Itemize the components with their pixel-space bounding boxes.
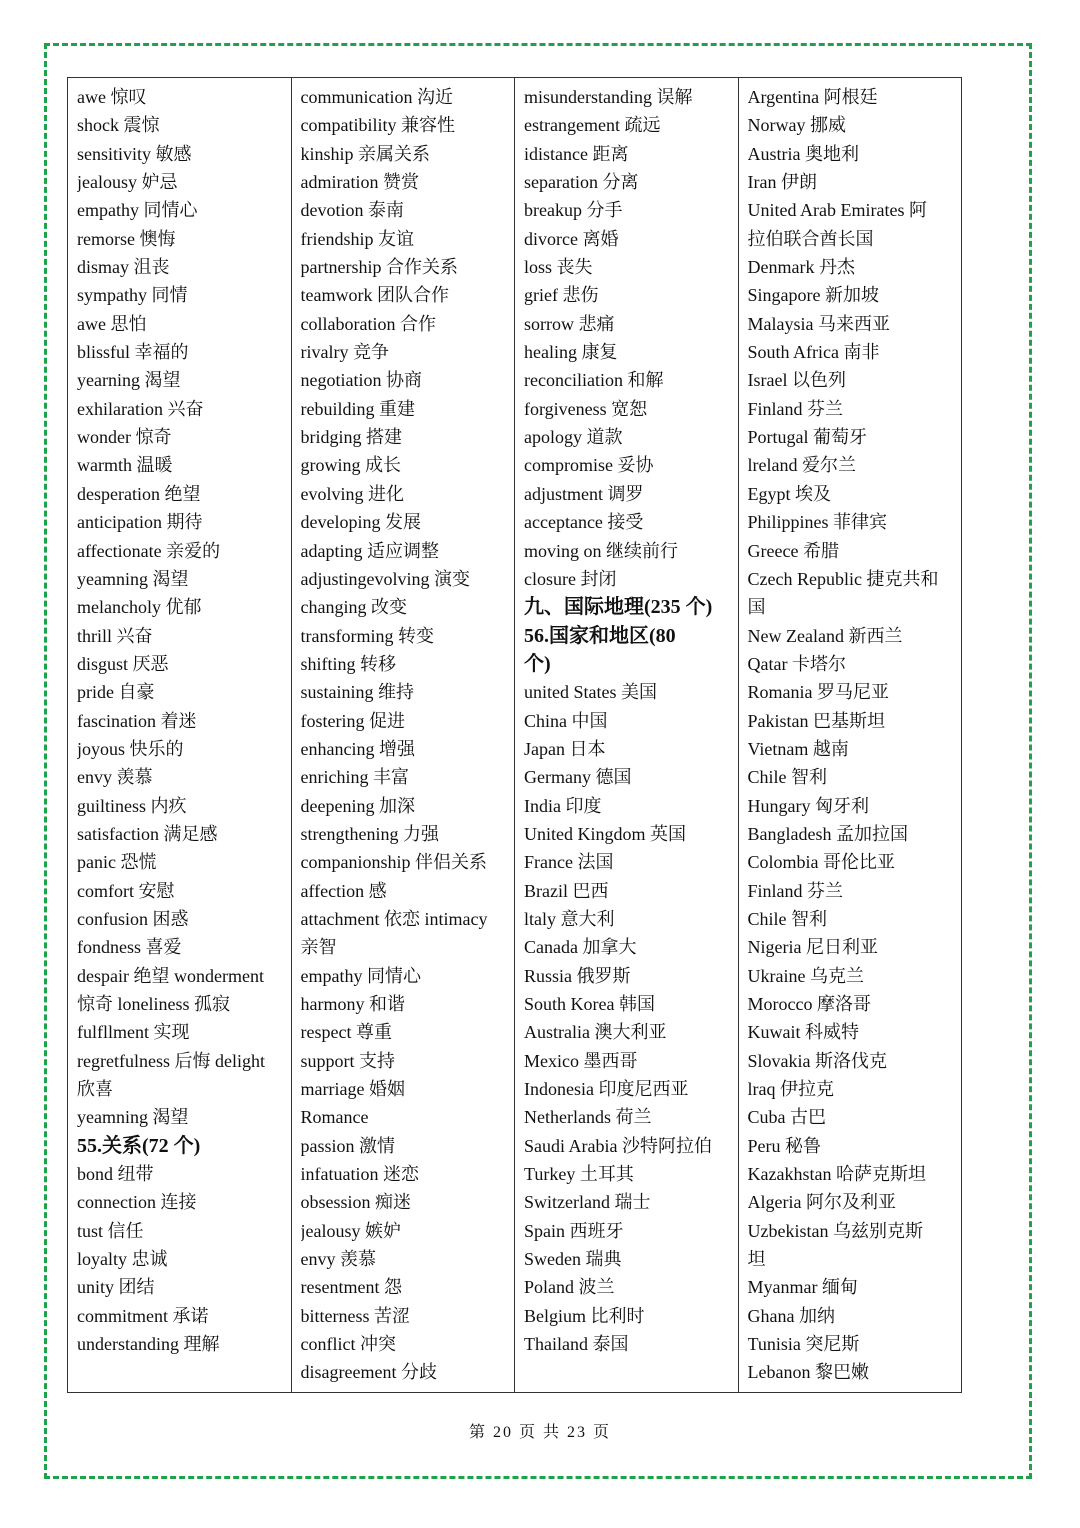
- vocab-entry: Canada 加拿大: [524, 937, 637, 958]
- vocab-entry: Finland 芬兰: [747, 880, 844, 901]
- vocab-entry: enriching 丰富: [300, 767, 409, 788]
- vocab-entry: Sweden 瑞典: [524, 1249, 622, 1270]
- vocab-entry: comfort 安慰: [77, 880, 175, 901]
- vocab-entry: Germany 德国: [524, 767, 632, 788]
- vocab-entry: United Arab Emirates 阿: [747, 200, 927, 221]
- vocab-entry: desperation 绝望: [77, 483, 201, 504]
- vocab-entry: Portugal 葡萄牙: [747, 427, 867, 448]
- vocab-entry: unity 团结: [77, 1277, 155, 1298]
- vocab-entry: understanding 理解: [77, 1334, 220, 1355]
- vocab-entry: Thailand 泰国: [524, 1334, 629, 1355]
- vocab-entry: sympathy 同情: [77, 285, 188, 306]
- vocab-entry: divorce 离婚: [524, 228, 619, 249]
- vocab-entry: Iran 伊朗: [747, 172, 817, 193]
- vocab-entry: Singapore 新加坡: [747, 285, 879, 306]
- column-3: [515, 78, 739, 1392]
- vocab-entry: sensitivity 敏感: [77, 143, 192, 164]
- vocab-entry: kinship 亲属关系: [300, 143, 431, 164]
- vocab-entry: Morocco 摩洛哥: [747, 994, 871, 1014]
- vocab-entry: infatuation 迷恋: [300, 1164, 419, 1185]
- vocab-entry: yearning 渴望: [77, 370, 181, 391]
- vocab-entry: Japan 日本: [524, 738, 606, 759]
- vocab-entry: Netherlands 荷兰: [524, 1107, 652, 1128]
- vocab-entry: 坦: [747, 1249, 766, 1270]
- column-4: [739, 78, 962, 1392]
- vocab-entry: Finland 芬兰: [747, 398, 844, 419]
- vocab-entry: moving on 继续前行: [524, 540, 679, 561]
- vocab-entry: despair 绝望 wonderment: [77, 965, 264, 986]
- vocab-entry: attachment 依恋 intimacy: [300, 908, 488, 929]
- vocab-entry: satisfaction 满足感: [77, 823, 218, 844]
- vocab-entry: awe 惊叹: [77, 87, 147, 107]
- section-heading: 个): [524, 652, 551, 675]
- vocab-entry: reconciliation 和解: [524, 370, 664, 391]
- vocab-entry: confusion 困惑: [77, 908, 189, 929]
- vocab-entry: grief 悲伤: [524, 285, 599, 306]
- vocab-entry: Uzbekistan 乌兹别克斯: [747, 1220, 923, 1241]
- vocab-entry: New Zealand 新西兰: [747, 625, 903, 646]
- vocab-entry: developing 发展: [300, 512, 421, 533]
- vocab-entry: ltaly 意大利: [524, 908, 615, 929]
- vocab-entry: Hungary 匈牙利: [747, 795, 869, 816]
- vocab-entry: France 法国: [524, 852, 614, 873]
- vocab-entry: Lebanon 黎巴嫩: [747, 1362, 869, 1383]
- vocab-entry: Australia 澳大利亚: [524, 1022, 667, 1043]
- vocab-entry: marriage 婚姻: [300, 1079, 405, 1100]
- vocab-entry: fondness 喜爱: [77, 937, 182, 958]
- vocab-entry: Turkey 土耳其: [524, 1164, 634, 1185]
- vocab-entry: companionship 伴侣关系: [300, 852, 487, 873]
- vocab-entry: Spain 西班牙: [524, 1220, 624, 1241]
- vocab-entry: Algeria 阿尔及利亚: [747, 1192, 896, 1213]
- vocab-entry: Denmark 丹杰: [747, 257, 855, 278]
- vocab-entry: loyalty 忠诚: [77, 1249, 168, 1270]
- vocab-entry: communication 沟近: [300, 87, 453, 107]
- vocab-entry: Kazakhstan 哈萨克斯坦: [747, 1164, 926, 1185]
- vocab-entry: acceptance 接受: [524, 512, 644, 533]
- vocab-entry: tust 信任: [77, 1220, 144, 1241]
- vocab-entry: bond 纽带: [77, 1164, 154, 1185]
- vocab-entry: lraq 伊拉克: [747, 1079, 834, 1100]
- section-heading: 56.国家和地区(80: [524, 624, 676, 647]
- vocab-entry: connection 连接: [77, 1192, 197, 1213]
- vocab-entry: resentment 怨: [300, 1277, 402, 1298]
- page-number: 第 20 页 共 23 页: [468, 1424, 611, 1441]
- vocab-entry: yeamning 渴望: [77, 1107, 189, 1128]
- vocab-entry: sorrow 悲痛: [524, 313, 615, 334]
- vocab-entry: warmth 温暖: [77, 455, 173, 476]
- vocab-entry: Colombia 哥伦比亚: [747, 852, 895, 873]
- vocab-entry: bitterness 苦涩: [300, 1305, 410, 1326]
- vocab-entry: panic 恐慌: [77, 852, 157, 873]
- vocab-entry: Russia 俄罗斯: [524, 965, 631, 986]
- vocab-entry: conflict 冲突: [300, 1334, 396, 1355]
- vocab-entry: Switzerland 瑞士: [524, 1192, 651, 1213]
- vocab-entry: breakup 分手: [524, 200, 623, 221]
- vocab-entry: Pakistan 巴基斯坦: [747, 710, 885, 731]
- vocab-entry: jealousy 妒忌: [77, 172, 178, 193]
- vocab-entry: forgiveness 宽恕: [524, 398, 648, 419]
- vocab-entry: Nigeria 尼日利亚: [747, 937, 878, 958]
- vocab-entry: disgust 厌恶: [77, 653, 169, 674]
- vocab-entry: guiltiness 内疚: [77, 795, 187, 816]
- vocab-entry: support 支持: [300, 1050, 395, 1071]
- vocab-entry: respect 尊重: [300, 1022, 392, 1043]
- vocab-entry: blissful 幸福的: [77, 342, 189, 363]
- vocab-entry: compatibility 兼容性: [300, 115, 455, 136]
- vocab-entry: Ghana 加纳: [747, 1305, 835, 1326]
- vocab-entry: adapting 适应调整: [300, 540, 439, 561]
- vocab-entry: idistance 距离: [524, 143, 629, 164]
- vocab-entry: Belgium 比利时: [524, 1305, 645, 1326]
- column-1: [68, 78, 292, 1392]
- vocab-entry: Peru 秘鲁: [747, 1135, 821, 1156]
- vocab-entry: pride 自豪: [77, 682, 155, 703]
- vocab-entry: passion 激情: [300, 1135, 395, 1156]
- vocab-entry: Poland 波兰: [524, 1277, 615, 1298]
- vocab-entry: partnership 合作关系: [300, 257, 458, 278]
- vocab-entry: growing 成长: [300, 455, 401, 476]
- vocab-entry: Cuba 古巴: [747, 1107, 826, 1128]
- vocab-entry: South Korea 韩国: [524, 994, 655, 1014]
- vocab-entry: South Africa 南非: [747, 342, 880, 363]
- vocab-entry: Ukraine 乌克兰: [747, 965, 864, 986]
- section-heading: 55.关系(72 个): [77, 1134, 201, 1157]
- vocab-entry: fascination 着迷: [77, 710, 197, 731]
- vocab-entry: deepening 加深: [300, 795, 415, 816]
- vocab-entry: Tunisia 突尼斯: [747, 1334, 860, 1355]
- vocab-entry: Philippines 菲律宾: [747, 512, 888, 533]
- vocab-entry: China 中国: [524, 710, 608, 731]
- vocab-entry: empathy 同情心: [77, 200, 198, 221]
- vocab-entry: shifting 转移: [300, 653, 397, 674]
- vocab-entry: thrill 兴奋: [77, 625, 153, 646]
- vocab-entry: harmony 和谐: [300, 994, 405, 1014]
- vocab-entry: Romance: [300, 1107, 369, 1128]
- vocab-entry: 亲智: [300, 937, 337, 958]
- vocab-entry: closure 封闭: [524, 568, 617, 589]
- vocab-entry: India 印度: [524, 795, 602, 816]
- vocab-entry: healing 康复: [524, 342, 618, 363]
- vocab-entry: Norway 挪威: [747, 115, 846, 136]
- vocab-entry: Slovakia 斯洛伐克: [747, 1050, 887, 1071]
- vocab-entry: United Kingdom 英国: [524, 823, 686, 844]
- vocab-entry: 拉伯联合酋长国: [747, 228, 874, 249]
- vocab-entry: Malaysia 马来西亚: [747, 313, 890, 334]
- vocab-entry: melancholy 优郁: [77, 597, 202, 618]
- vocab-entry: Israel 以色列: [747, 370, 846, 391]
- vocabulary-table: [67, 77, 962, 1393]
- vocab-entry: Chile 智利: [747, 767, 827, 788]
- vocab-entry: Qatar 卡塔尔: [747, 653, 846, 674]
- vocab-entry: lreland 爱尔兰: [747, 455, 856, 476]
- vocab-entry: Mexico 墨西哥: [524, 1050, 638, 1071]
- vocab-entry: shock 震惊: [77, 115, 160, 136]
- column-2: [292, 78, 516, 1392]
- vocab-entry: anticipation 期待: [77, 512, 203, 533]
- vocab-entry: wonder 惊奇: [77, 427, 172, 448]
- vocab-entry: estrangement 疏远: [524, 115, 661, 136]
- vocab-entry: obsession 痴迷: [300, 1192, 412, 1213]
- vocab-entry: apology 道款: [524, 427, 623, 448]
- vocab-entry: Austria 奥地利: [747, 143, 859, 164]
- vocab-entry: Bangladesh 孟加拉国: [747, 823, 908, 844]
- vocab-entry: bridging 搭建: [300, 427, 402, 448]
- vocab-entry: rivalry 竞争: [300, 342, 389, 363]
- vocab-entry: strengthening 力强: [300, 823, 439, 844]
- section-heading: 九、国际地理(235 个): [524, 596, 713, 619]
- vocab-entry: Egypt 埃及: [747, 483, 831, 504]
- vocab-entry: dismay 沮丧: [77, 257, 170, 278]
- vocab-entry: Myanmar 缅甸: [747, 1277, 858, 1298]
- vocab-entry: yeamning 渴望: [77, 568, 189, 589]
- vocab-entry: Kuwait 科威特: [747, 1022, 859, 1043]
- vocab-entry: disagreement 分歧: [300, 1362, 437, 1383]
- vocab-entry: enhancing 增强: [300, 738, 415, 759]
- vocab-entry: Greece 希腊: [747, 540, 839, 561]
- vocab-entry: Indonesia 印度尼西亚: [524, 1079, 689, 1100]
- vocab-entry: Argentina 阿根廷: [747, 87, 878, 107]
- vocab-entry: 欣喜: [77, 1079, 113, 1100]
- vocab-entry: devotion 泰南: [300, 200, 404, 221]
- vocab-entry: Romania 罗马尼亚: [747, 682, 889, 703]
- vocab-entry: compromise 妥协: [524, 455, 654, 476]
- vocab-entry: exhilaration 兴奋: [77, 398, 204, 419]
- vocab-entry: jealousy 嫉妒: [300, 1220, 401, 1241]
- vocab-entry: affectionate 亲爱的: [77, 540, 221, 561]
- vocab-entry: 国: [747, 597, 766, 618]
- vocab-entry: fostering 促进: [300, 710, 405, 731]
- vocab-entry: affection 感: [300, 880, 387, 901]
- vocab-entry: friendship 友谊: [300, 228, 414, 249]
- vocab-entry: loss 丧失: [524, 257, 593, 278]
- vocab-entry: Czech Republic 捷克共和: [747, 568, 939, 589]
- vocab-entry: misunderstanding 误解: [524, 87, 693, 107]
- vocab-entry: Vietnam 越南: [747, 738, 849, 759]
- vocab-entry: sustaining 维持: [300, 682, 415, 703]
- vocab-entry: separation 分离: [524, 172, 639, 193]
- vocab-entry: adjustingevolving 演变: [300, 568, 470, 589]
- vocab-entry: envy 羡慕: [300, 1249, 376, 1270]
- vocab-entry: teamwork 团队合作: [300, 285, 449, 306]
- vocab-entry: envy 羡慕: [77, 767, 153, 788]
- vocab-entry: adjustment 调罗: [524, 483, 644, 504]
- vocab-entry: collaboration 合作: [300, 313, 436, 334]
- vocab-entry: Saudi Arabia 沙特阿拉伯: [524, 1135, 712, 1156]
- vocab-entry: Brazil 巴西: [524, 880, 609, 901]
- vocab-entry: evolving 进化: [300, 483, 404, 504]
- vocab-entry: Chile 智利: [747, 908, 827, 929]
- vocab-entry: commitment 承诺: [77, 1305, 209, 1326]
- vocab-entry: remorse 懊悔: [77, 228, 176, 249]
- vocab-entry: regretfulness 后悔 delight: [77, 1050, 265, 1071]
- vocab-entry: fulfllment 实现: [77, 1022, 190, 1043]
- vocab-entry: awe 思怕: [77, 313, 147, 334]
- vocab-entry: 惊奇 loneliness 孤寂: [77, 994, 230, 1014]
- vocab-entry: rebuilding 重建: [300, 398, 415, 419]
- vocab-entry: admiration 赞赏: [300, 172, 419, 193]
- vocab-entry: united States 美国: [524, 682, 657, 703]
- vocab-entry: joyous 快乐的: [77, 738, 184, 759]
- vocab-entry: negotiation 协商: [300, 370, 422, 391]
- vocab-entry: transforming 转变: [300, 625, 434, 646]
- vocab-entry: empathy 同情心: [300, 965, 421, 986]
- vocab-entry: changing 改变: [300, 597, 407, 618]
